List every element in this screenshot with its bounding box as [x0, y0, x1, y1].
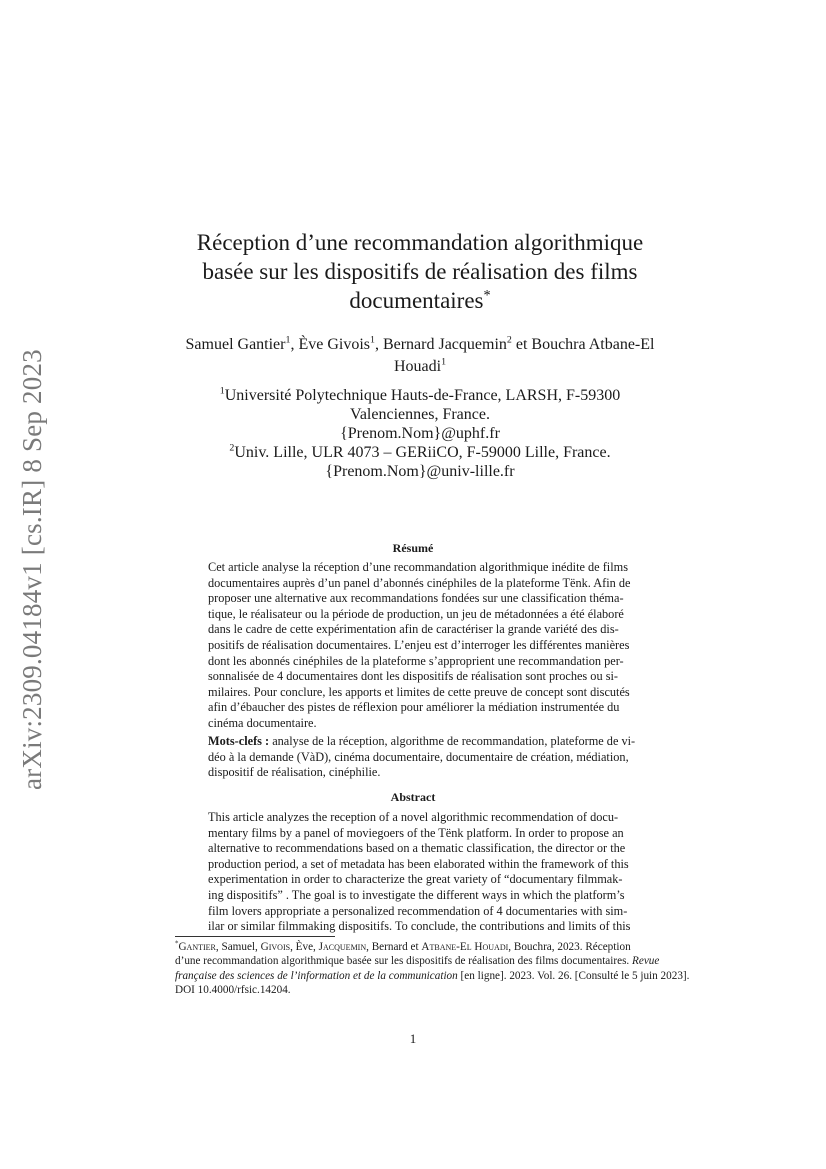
resume-body — [208, 560, 631, 732]
footnote-line: *Gantier, Samuel, Givois, Ève, Jacquemin, Bernard et Atbane-El Houadi, Bouchra, 2023. Réception — [175, 939, 631, 953]
page-number: 1 — [409, 1031, 417, 1046]
footnote-line: d’une recommandation algorithmique basée sur les dispositifs de réalisation des films documentaires. Revue — [175, 955, 660, 968]
footnote — [175, 939, 690, 998]
affiliations — [160, 386, 680, 481]
title-line-1: Réception d’une recommandation algorithmique — [196, 230, 644, 255]
author-name: Ève Givois — [298, 336, 370, 353]
author-name: Samuel Gantier — [185, 336, 286, 353]
title-footnote-mark[interactable]: * — [483, 287, 491, 304]
keywords-label: Mots-clefs : — [208, 734, 270, 748]
affiliation-2-email: {Prenom.Nom}@univ-lille.fr — [325, 463, 515, 480]
abstract-line: experimentation in order to characterize the great variety of “documentary filmmak- — [208, 872, 623, 887]
resume-line: positifs de réalisation documentaires. L’enjeu est d’interroger les différentes manières — [208, 637, 630, 652]
keywords-line: Mots-clefs : analyse de la réception, algorithme de recommandation, plateforme de vi- — [208, 734, 636, 748]
title-line-3: documentaires* — [349, 287, 491, 313]
affiliation-mark: 1 — [441, 356, 447, 368]
author-separator: , — [374, 336, 383, 353]
arxiv-identifier: arXiv:2309.04184v1 [cs.IR] 8 Sep 2023 — [17, 349, 47, 790]
affiliation-mark: 1 — [219, 385, 225, 397]
footnote-mark: * — [175, 939, 179, 948]
resume-heading: Résumé — [392, 541, 434, 555]
author-separator: et — [511, 336, 532, 353]
resume-line: dans le cadre de cette expérimentation afin de caractériser la grande variété des dis- — [208, 622, 619, 637]
author-name: Bouchra Atbane-El Houadi — [393, 336, 655, 375]
affiliation-1-email: {Prenom.Nom}@uphf.fr — [340, 425, 500, 442]
affiliation-mark: 1 — [285, 334, 291, 346]
resume-line: cinéma documentaire. — [208, 715, 317, 730]
abstract-heading: Abstract — [390, 790, 436, 804]
keywords — [208, 734, 636, 781]
abstract-line: alternative to recommendations based on a thematic classification, the director or the — [208, 841, 626, 856]
abstract-line: ilar or similar filmmaking dispositifs. To conclude, the contributions and limits of this — [208, 919, 631, 934]
keywords-line: dispositif de réalisation, cinéphilie. — [208, 765, 381, 780]
keywords-line: déo à la demande (VàD), cinéma documentaire, documentaire de création, médiation, — [208, 749, 629, 764]
footnote-doi[interactable]: DOI 10.4000/rfsic.14204. — [175, 984, 291, 997]
abstract-line: film lovers appropriate a personalized recommendation of 4 documentaries with sim- — [208, 903, 628, 918]
resume-line: proposer une alternative aux recommandations fondées sur une classification théma- — [208, 591, 624, 606]
resume-line: documentaires auprès d’un panel d’abonnés cinéphiles de la plateforme Tënk. Afin de — [208, 575, 631, 590]
affiliation-mark: 2 — [229, 442, 235, 454]
resume-line: tique, le réalisateur ou la période de production, un jeu de métadonnées a été élaboré — [208, 606, 624, 621]
affiliation-mark: 1 — [369, 334, 375, 346]
abstract-line: mentary films by a panel of moviegoers of the Tënk platform. In order to propose an — [208, 825, 624, 840]
resume-line: milaires. Pour conclure, les apports et limites de cette preuve de concept sont discutés — [208, 684, 630, 699]
paper-title — [160, 228, 680, 315]
affiliation-1-line-1: $^1$Université Polytechnique Hauts-de-France, LARSH, F-59300 — [219, 385, 621, 404]
author-separator: , — [290, 336, 299, 353]
footnote-line: française des sciences de l’information et de la communication [en ligne]. 2023. Vol. 26. [Consulté le 5 juin 2023]. — [175, 969, 690, 982]
abstract-line: This article analyzes the reception of a novel algorithmic recommendation of docu- — [208, 810, 619, 824]
author-list — [160, 334, 680, 378]
affiliation-mark: 2 — [506, 334, 512, 346]
footnote-rule — [175, 936, 335, 937]
affiliation-2-line-1: $^2$Univ. Lille, ULR 4073 – GERiiCO, F-59000 Lille, France. — [229, 442, 611, 461]
abstract-line: production period, a set of metadata has been elaborated within the framework of this — [208, 856, 629, 871]
resume-line: Cet article analyse la réception d’une recommandation algorithmique inédite de films — [208, 560, 628, 574]
affiliation-1-line-2: Valenciennes, France. — [350, 406, 490, 423]
author-name: Bernard Jacquemin — [382, 336, 507, 353]
abstract-body — [208, 810, 631, 935]
title-line-2: basée sur les dispositifs de réalisation des films — [202, 259, 638, 284]
resume-line: dont les abonnés cinéphiles de la plateforme s’approprient une recommandation per- — [208, 653, 624, 668]
resume-line: afin d’ébaucher des pistes de réflexion pour améliorer la médiation instrumentée du — [208, 700, 620, 715]
resume-line: sonnalisée de 4 documentaires dont les dispositifs de réalisation sont proches ou si- — [208, 669, 618, 684]
abstract-line: ing dispositifs” . The goal is to investigate the different ways in which the platform’s — [208, 887, 625, 902]
